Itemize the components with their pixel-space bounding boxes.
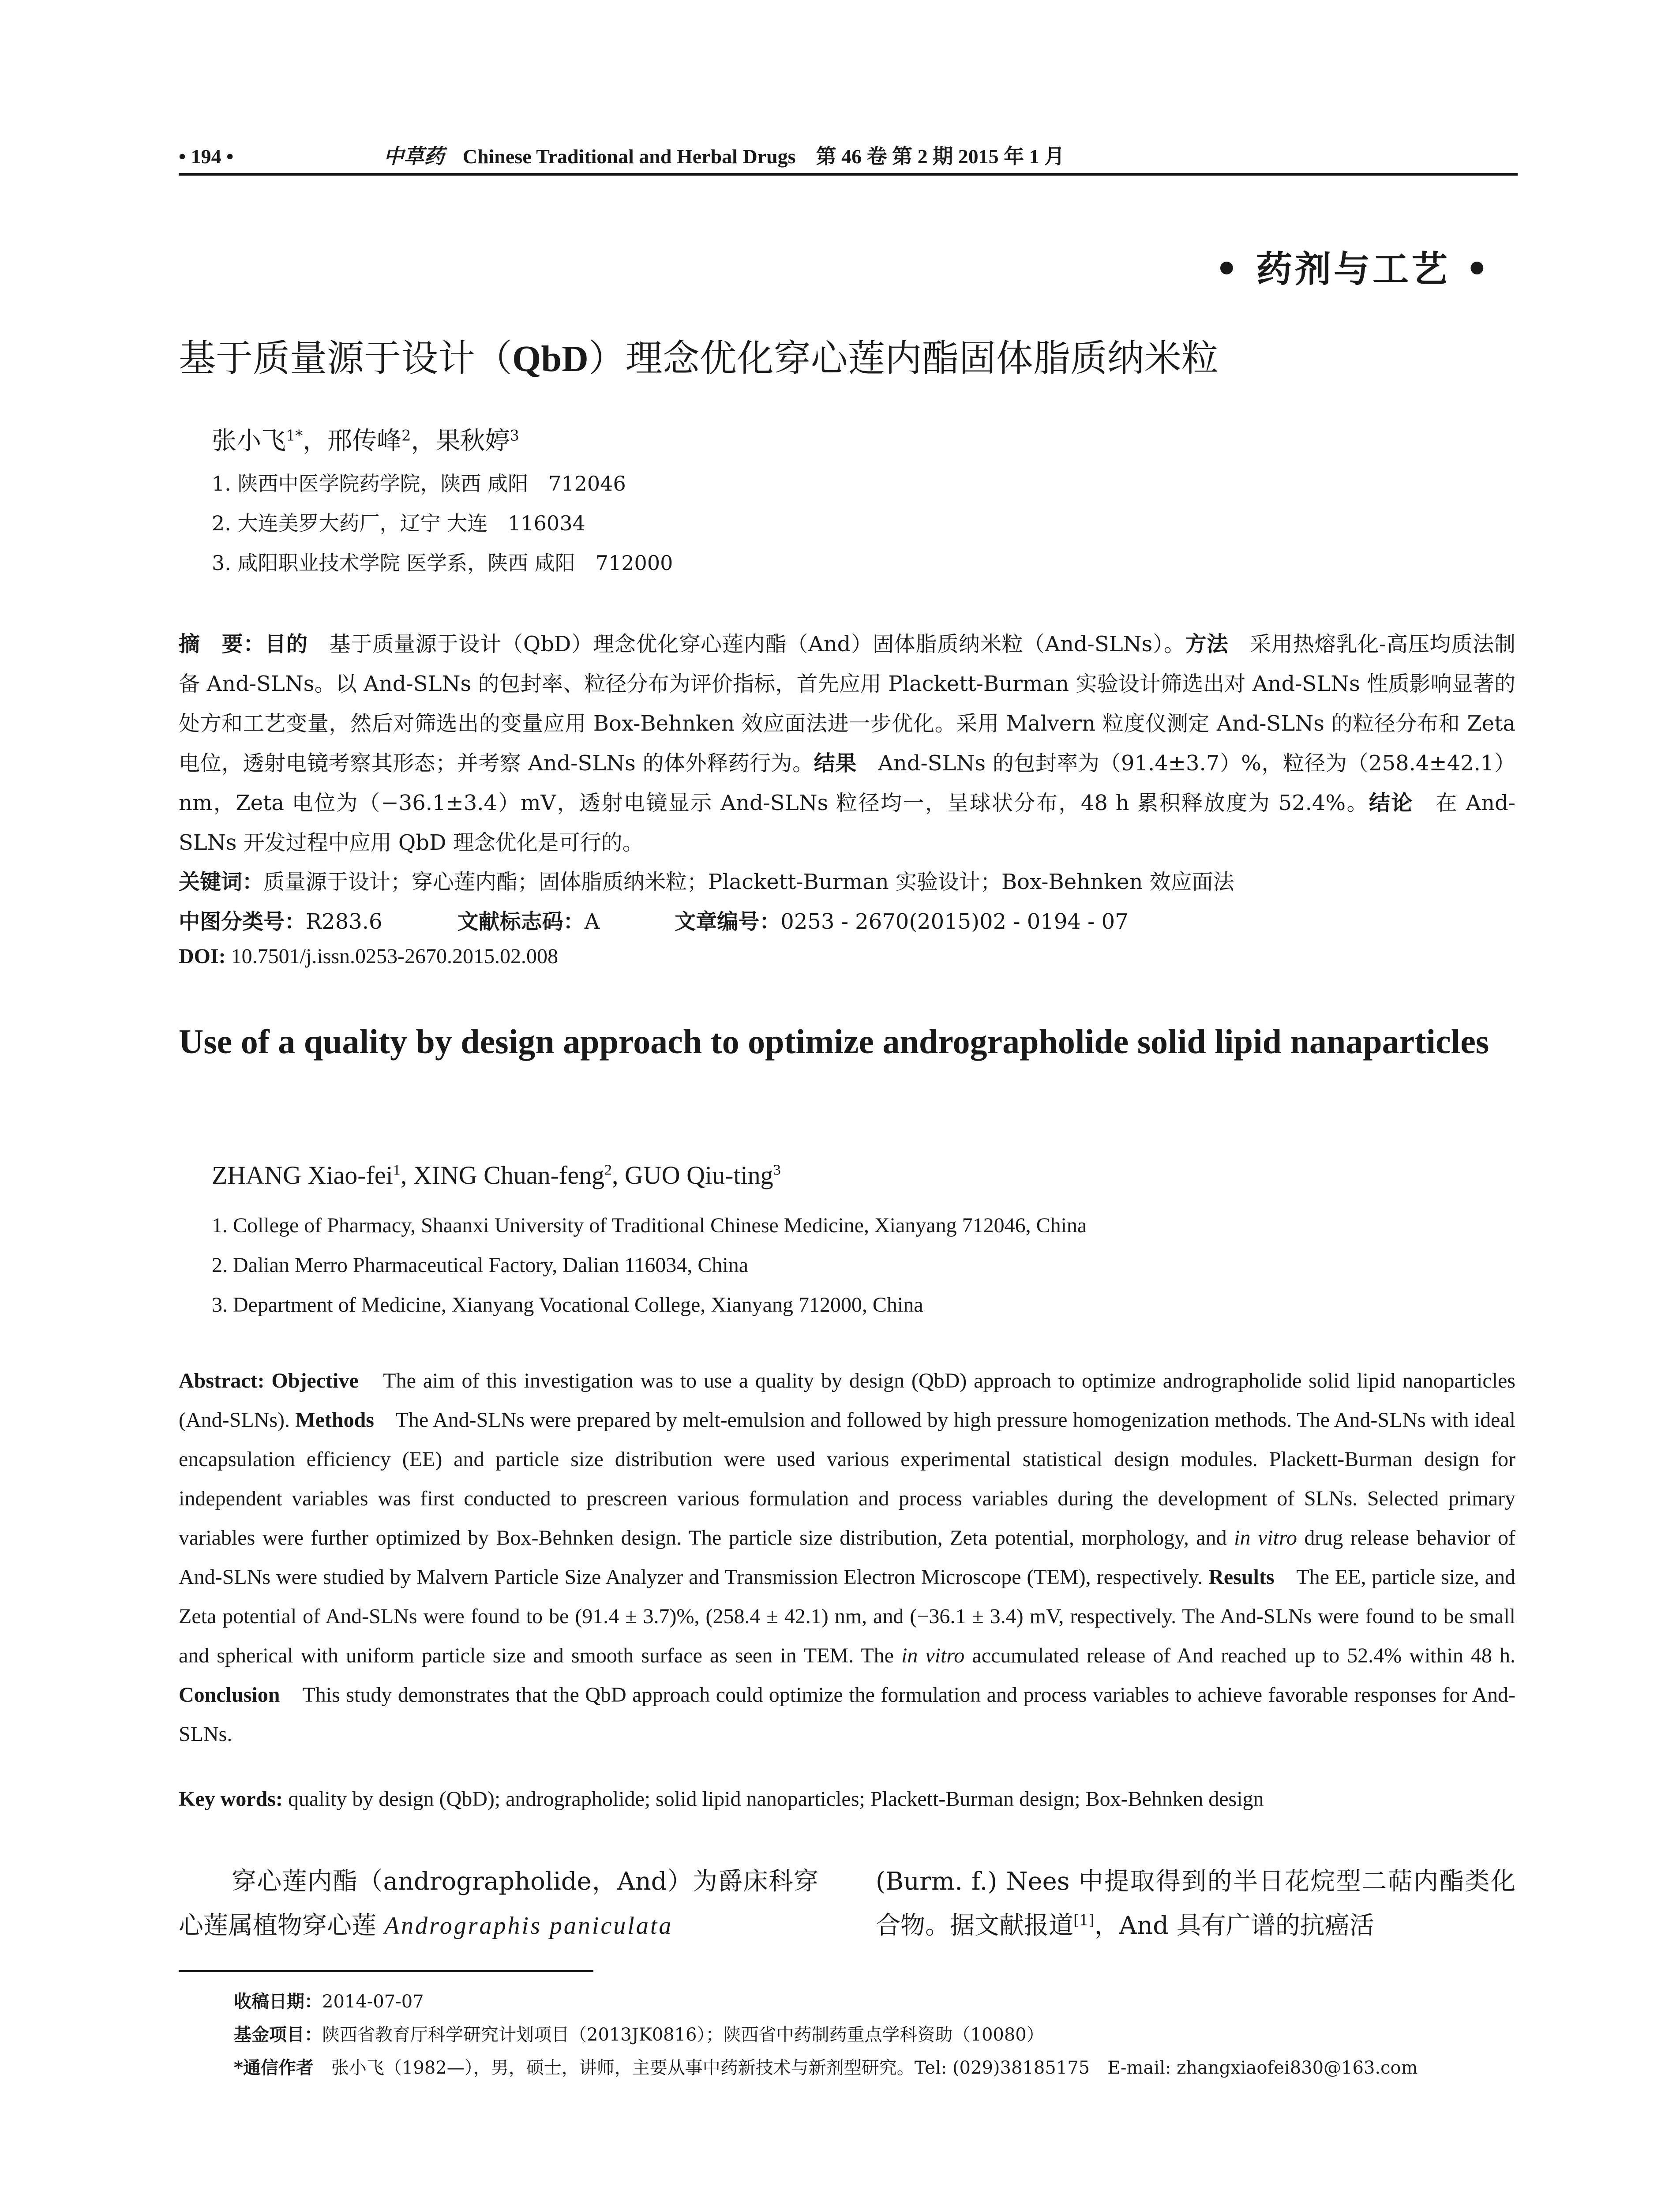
title-cn-pre: 基于质量源于设计（ bbox=[179, 337, 513, 380]
results-en-1: The EE, particle size, and Zeta potential of And-SLNs were found to be (91.4 ± 3.7)%, (258.4 ± 42.1) nm, and (−36.1 ± 3.4) mV, respectively. The And-SLNs were found to be small and spherical with uniform particle size and smooth surface as seen in TEM. The bbox=[179, 1565, 1515, 1667]
author-en-3-sup: 3 bbox=[773, 1162, 781, 1178]
affiliation-cn-2: 2. 大连美罗大药厂，辽宁 大连 116034 bbox=[212, 511, 585, 535]
author-en-1-sup: 1 bbox=[393, 1162, 401, 1178]
methods-en-2: drug release behavior of And-SLNs were studied by Malvern Particle Size Analyzer and Transmission Electron Microscope (TEM), respectively. bbox=[179, 1526, 1515, 1589]
species-name: Andrographis paniculata bbox=[384, 1912, 673, 1940]
author-en-3: , GUO Qiu-ting bbox=[611, 1161, 773, 1189]
results-en-label: Results bbox=[1208, 1565, 1275, 1589]
conclusion-cn: 在 And-SLNs 开发过程中应用 QbD 理念优化是可行的。 bbox=[179, 791, 1515, 855]
footnote-received bbox=[234, 1988, 424, 2013]
keywords-cn-text: 质量源于设计；穿心莲内酯；固体脂质纳米粒；Plackett-Burman 实验设计；Box-Behnken 效应面法 bbox=[263, 870, 1234, 894]
fund-label: 基金项目： bbox=[234, 2025, 322, 2045]
received-date: 2014-07-07 bbox=[322, 1992, 424, 2012]
footnote-fund bbox=[234, 2021, 1044, 2046]
objective-cn: 基于质量源于设计（QbD）理念优化穿心莲内酯（And）固体脂质纳米粒（And-SLNs）。 bbox=[308, 632, 1185, 657]
results-en-2: accumulated release of And reached up to 52.4% within 48 h. bbox=[964, 1644, 1515, 1667]
received-label: 收稿日期： bbox=[234, 1992, 322, 2012]
affiliation-en-1: 1. College of Pharmacy, Shaanxi University of Traditional Chinese Medicine, Xianyang 712046, China bbox=[212, 1214, 1087, 1237]
abstract-cn bbox=[179, 624, 1515, 863]
corresponding-label: *通信作者 bbox=[234, 2058, 314, 2078]
corresponding-text: 张小飞（1982—），男，硕士，讲师，主要从事中药新技术与新剂型研究。Tel: (029)38185175 E-mail: zhangxiaofei830@163.com bbox=[313, 2058, 1418, 2078]
author-cn-2-sup: 2 bbox=[401, 427, 411, 444]
keywords-en bbox=[179, 1787, 1515, 1811]
journal-issue: 第 46 卷 第 2 期 2015 年 1 月 bbox=[816, 145, 1065, 168]
title-cn bbox=[179, 329, 1524, 382]
fund-text: 陕西省教育厅科学研究计划项目（2013JK0816）；陕西省中药制药重点学科资助（10080） bbox=[322, 2025, 1044, 2045]
keywords-en-text: quality by design (QbD); andrographolide; solid lipid nanoparticles; Plackett-Burman design; Box-Behnken design bbox=[282, 1787, 1264, 1811]
section-label: • 药剂与工艺 • bbox=[1215, 248, 1491, 290]
footnote-corresponding bbox=[234, 2054, 1418, 2079]
body-right-text-2: ，And 具有广谱的抗癌活 bbox=[1094, 1911, 1374, 1940]
results-cn: And-SLNs 的包封率为（91.4±3.7）%，粒径为（258.4±42.1）nm，Zeta 电位为（−36.1±3.4）mV，透射电镜显示 And-SLNs 粒径均一，呈球状分布，48 h 累积释放度为 52.4%。 bbox=[179, 751, 1515, 815]
author-cn-1-sup: 1* bbox=[286, 427, 303, 444]
author-en-1: ZHANG Xiao-fei bbox=[212, 1161, 393, 1189]
journal-name: Chinese Traditional and Herbal Drugs bbox=[462, 145, 796, 168]
body-column-left bbox=[179, 1860, 818, 1948]
abstract-en-label: Abstract: Objective bbox=[179, 1369, 359, 1392]
article-no-value: 0253 - 2670(2015)02 - 0194 - 07 bbox=[780, 909, 1129, 934]
clc-label: 中图分类号： bbox=[179, 909, 306, 934]
running-header bbox=[179, 140, 1502, 169]
article-no-label: 文章编号： bbox=[675, 909, 781, 934]
title-en: Use of a quality by design approach to optimize andrographolide solid lipid nanaparticles bbox=[179, 1022, 1489, 1061]
in-vitro-term: in vitro bbox=[1234, 1526, 1297, 1549]
affiliation-en-2: 2. Dalian Merro Pharmaceutical Factory, Dalian 116034, China bbox=[212, 1253, 749, 1277]
author-en-2: , XING Chuan-feng bbox=[400, 1161, 604, 1189]
keywords-cn bbox=[179, 865, 1234, 895]
footnote-rule bbox=[179, 1970, 593, 1972]
body-left-text: 穿心莲内酯（andrographolide，And）为爵床科穿心莲属植物穿心莲 bbox=[179, 1867, 818, 1940]
page-number: • 194 • bbox=[179, 145, 234, 168]
body-column-right bbox=[876, 1860, 1515, 1948]
doi-value: 10.7501/j.issn.0253-2670.2015.02.008 bbox=[225, 945, 559, 968]
author-en-2-sup: 2 bbox=[604, 1162, 612, 1178]
objective-en: The aim of this investigation was to use a quality by design (QbD) approach to optimize andrographolide solid lipid nanoparticles (And-SLNs). bbox=[179, 1369, 1515, 1432]
in-vitro-term-2: in vitro bbox=[901, 1644, 965, 1667]
author-cn-2: ，邢传峰 bbox=[303, 427, 402, 455]
conclusion-en: This study demonstrates that the QbD approach could optimize the formulation and process variables to achieve favorable responses for And-SLNs. bbox=[179, 1683, 1516, 1746]
methods-en-1: The And-SLNs were prepared by melt-emulsion and followed by high pressure homogenization methods. The And-SLNs with ideal encapsulation efficiency (EE) and particle size distribution were used various experimental statistical design modules. Plackett-Burman design for independent variables was first conducted to prescreen various formulation and process variables during the development of SLNs. Selected primary variables were further optimized by Box-Behnken design. The particle size distribution, Zeta potential, morphology, and bbox=[179, 1408, 1515, 1549]
doc-code-value: A bbox=[584, 909, 600, 934]
author-cn-3: ，果秋婷 bbox=[411, 427, 510, 455]
author-cn-3-sup: 3 bbox=[510, 427, 519, 444]
methods-cn: 采用热熔乳化-高压均质法制备 And-SLNs。以 And-SLNs 的包封率、粒径分布为评价指标，首先应用 Plackett-Burman 实验设计筛选出对 And-SLNs 性质影响显著的处方和工艺变量，然后对筛选出的变量应用 Box-Behnken 效应面法进一步优化。采用 Malvern 粒度仪测定 And-SLNs 的粒径分布和 Zeta 电位，透射电镜考察其形态；并考察 And-SLNs 的体外释药行为。 bbox=[179, 632, 1515, 776]
affiliation-en-3: 3. Department of Medicine, Xianyang Vocational College, Xianyang 712000, China bbox=[212, 1293, 923, 1317]
journal-brand: 中草药 bbox=[383, 144, 445, 168]
conclusion-en-label: Conclusion bbox=[179, 1683, 280, 1707]
doc-code-label: 文献标志码： bbox=[457, 909, 585, 934]
methods-cn-label: 方法 bbox=[1185, 632, 1229, 657]
affiliation-cn-1: 1. 陕西中医学院药学院，陕西 咸阳 712046 bbox=[212, 472, 626, 495]
abstract-cn-label: 摘 要： bbox=[179, 632, 265, 657]
abstract-en bbox=[179, 1361, 1515, 1754]
header-rule bbox=[179, 173, 1518, 176]
author-cn-1: 张小飞 bbox=[212, 427, 286, 455]
methods-en-label: Methods bbox=[295, 1408, 374, 1432]
authors-cn bbox=[212, 421, 519, 457]
keywords-en-label: Key words: bbox=[179, 1787, 283, 1811]
title-cn-abbr: QbD bbox=[512, 338, 589, 379]
doi-line bbox=[179, 944, 558, 968]
title-cn-post: ）理念优化穿心莲内酯固体脂质纳米粒 bbox=[588, 337, 1219, 380]
conclusion-cn-label: 结论 bbox=[1369, 791, 1414, 815]
keywords-cn-label: 关键词： bbox=[179, 870, 264, 894]
objective-cn-label: 目的 bbox=[265, 632, 308, 657]
classification-line bbox=[179, 904, 1129, 935]
reference-marker: [1] bbox=[1073, 1911, 1095, 1929]
body-right-text-1: (Burm. f.) Nees 中提取得到的半日花烷型二萜内酯类化合物。据文献报道 bbox=[876, 1867, 1515, 1940]
doi-label: DOI: bbox=[179, 945, 226, 968]
authors-en bbox=[212, 1160, 781, 1190]
affiliation-cn-3: 3. 咸阳职业技术学院 医学系，陕西 咸阳 712000 bbox=[212, 551, 673, 575]
clc-value: R283.6 bbox=[306, 909, 382, 934]
results-cn-label: 结果 bbox=[814, 751, 857, 776]
